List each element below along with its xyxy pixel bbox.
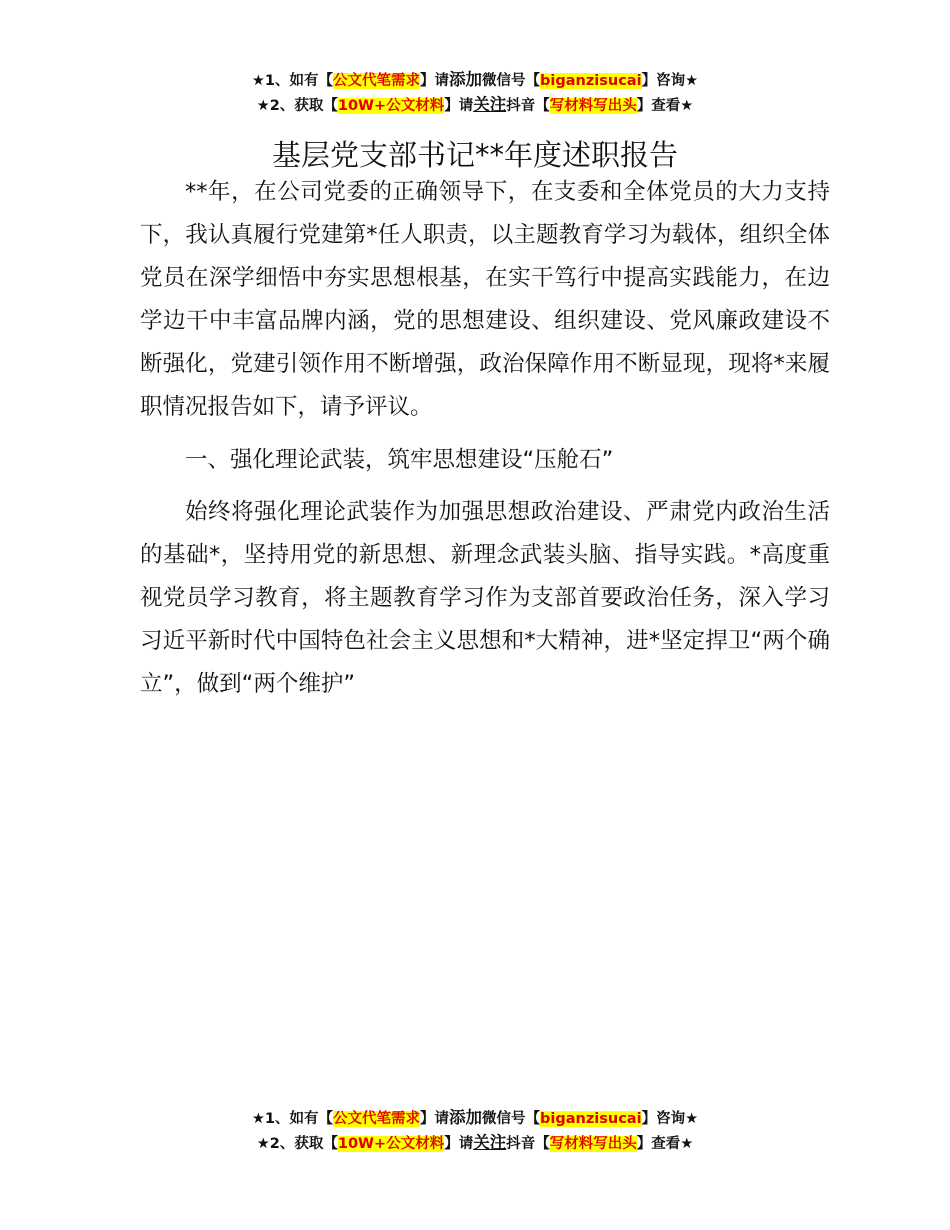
section-heading: 一、强化理论武装，筑牢思想建设“压舱石” — [185, 447, 614, 473]
banner-text: 微信号【 — [482, 1111, 541, 1127]
banner-line-1 — [0, 1106, 950, 1131]
banner-emphasis: 关注 — [473, 1133, 507, 1152]
document-body — [140, 171, 830, 706]
banner-highlight: biganzisucai — [540, 1111, 642, 1127]
banner-text: 】查看★ — [636, 1136, 694, 1152]
banner-highlight: 写材料写出头 — [549, 1136, 637, 1152]
banner-highlight: 写材料写出头 — [549, 98, 637, 114]
paragraph: 始终将强化理论武装作为加强思想政治建设、严肃党内政治生活的基础*，坚持用党的新思想、新理念武装头脑、指导实践。*高度重视党员学习教育，将主题教育学习作为支部首要政治任务，深入学习习近平新时代中国特色社会主义思想和*大精神，进*坚定捍卫“两个确立”，做到“两个维护” — [140, 499, 830, 697]
banner-text: ★2、获取【 — [256, 1136, 338, 1152]
banner-text: ★2、获取【 — [256, 98, 338, 114]
banner-highlight: 公文代笔需求 — [333, 1111, 421, 1127]
banner-text: 】请 — [420, 1111, 450, 1127]
banner-text: 微信号【 — [482, 73, 541, 89]
footer-banner — [0, 1106, 950, 1156]
banner-highlight: biganzisucai — [540, 73, 642, 89]
banner-emphasis: 添加 — [449, 1108, 483, 1127]
paragraph: **年，在公司党委的正确领导下，在支委和全体党员的大力支持下，我认真履行党建第*任人职责，以主题教育学习为载体，组织全体党员在深学细悟中夯实思想根基，在实干笃行中提高实践能力，在边学边干中丰富品牌内涵，党的思想建设、组织建设、党风廉政建设不断强化，党建引领作用不断增强，政治保障作用不断显现，现将*来履职情况报告如下，请予评议。 — [140, 179, 830, 420]
banner-text: ★1、如有【 — [251, 1111, 334, 1127]
banner-text: 】咨询★ — [641, 1111, 699, 1127]
banner-text: 】请 — [444, 98, 474, 114]
banner-highlight: 10W+公文材料 — [337, 1136, 445, 1152]
header-banner — [0, 68, 950, 118]
banner-text: 】查看★ — [636, 98, 694, 114]
banner-text: ★1、如有【 — [251, 73, 334, 89]
banner-text: 抖音【 — [506, 98, 550, 114]
banner-line-2 — [0, 1131, 950, 1156]
banner-text: 】咨询★ — [641, 73, 699, 89]
banner-line-1 — [0, 68, 950, 93]
banner-text: 】请 — [444, 1136, 474, 1152]
banner-emphasis: 添加 — [449, 70, 483, 89]
banner-emphasis: 关注 — [473, 95, 507, 114]
banner-text: 】请 — [420, 73, 450, 89]
banner-line-2 — [0, 93, 950, 118]
banner-highlight: 10W+公文材料 — [337, 98, 445, 114]
banner-highlight: 公文代笔需求 — [333, 73, 421, 89]
banner-text: 抖音【 — [506, 1136, 550, 1152]
document-title: 基层党支部书记**年度述职报告 — [271, 138, 678, 173]
